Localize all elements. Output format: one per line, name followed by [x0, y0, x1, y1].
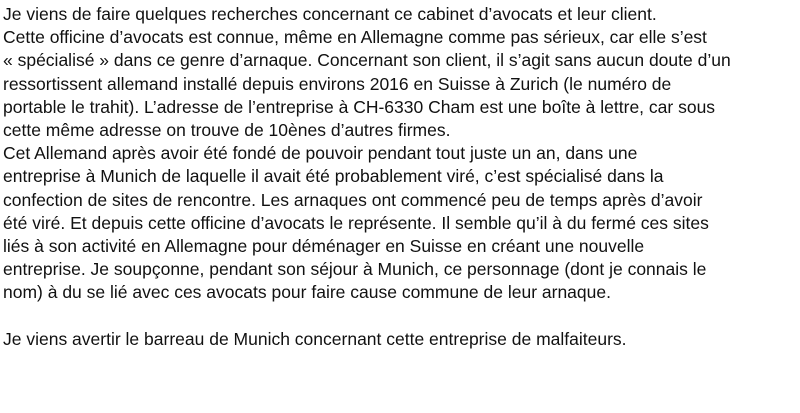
text-line: ressortissent allemand installé depuis environs 2016 en Suisse à Zurich (le numéro de — [3, 73, 672, 94]
text-line: Je viens avertir le barreau de Munich concernant cette entreprise de malfaiteurs. — [3, 328, 627, 349]
text-line: « spécialisé » dans ce genre d’arnaque. Concernant son client, il s’agit sans aucun doute d’un — [3, 50, 731, 71]
text-line: entreprise. Je soupçonne, pendant son séjour à Munich, ce personnage (dont je connais le — [3, 259, 707, 280]
text-line: liés à son activité en Allemagne pour déménager en Suisse en créant une nouvelle — [3, 235, 645, 256]
paragraph-2 — [3, 142, 798, 304]
document-body — [3, 3, 798, 351]
paragraph-3 — [3, 328, 798, 351]
text-line: entreprise à Munich de laquelle il avait été probablement viré, c’est spécialisé dans la — [3, 166, 664, 187]
text-line: nom) à du se lié avec ces avocats pour faire cause commune de leur arnaque. — [3, 282, 611, 303]
text-line: Cet Allemand après avoir été fondé de pouvoir pendant tout juste un an, dans une — [3, 143, 638, 164]
text-line: été viré. Et depuis cette officine d’avocats le représente. Il semble qu’il à du fermé ces sites — [3, 212, 709, 233]
text-line: confection de sites de rencontre. Les arnaques ont commencé peu de temps après d’avoir — [3, 189, 703, 210]
text-line: cette même adresse on trouve de 10ènes d’autres firmes. — [3, 119, 451, 140]
paragraph-spacer — [3, 304, 798, 327]
text-line: Je viens de faire quelques recherches concernant ce cabinet d’avocats et leur client. — [3, 4, 657, 24]
paragraph-1 — [3, 3, 798, 142]
text-line: Cette officine d’avocats est connue, même en Allemagne comme pas sérieux, car elle s’est — [3, 27, 707, 48]
text-line: portable le trahit). L’adresse de l’entreprise à CH-6330 Cham est une boîte à lettre, car sous — [3, 96, 716, 117]
